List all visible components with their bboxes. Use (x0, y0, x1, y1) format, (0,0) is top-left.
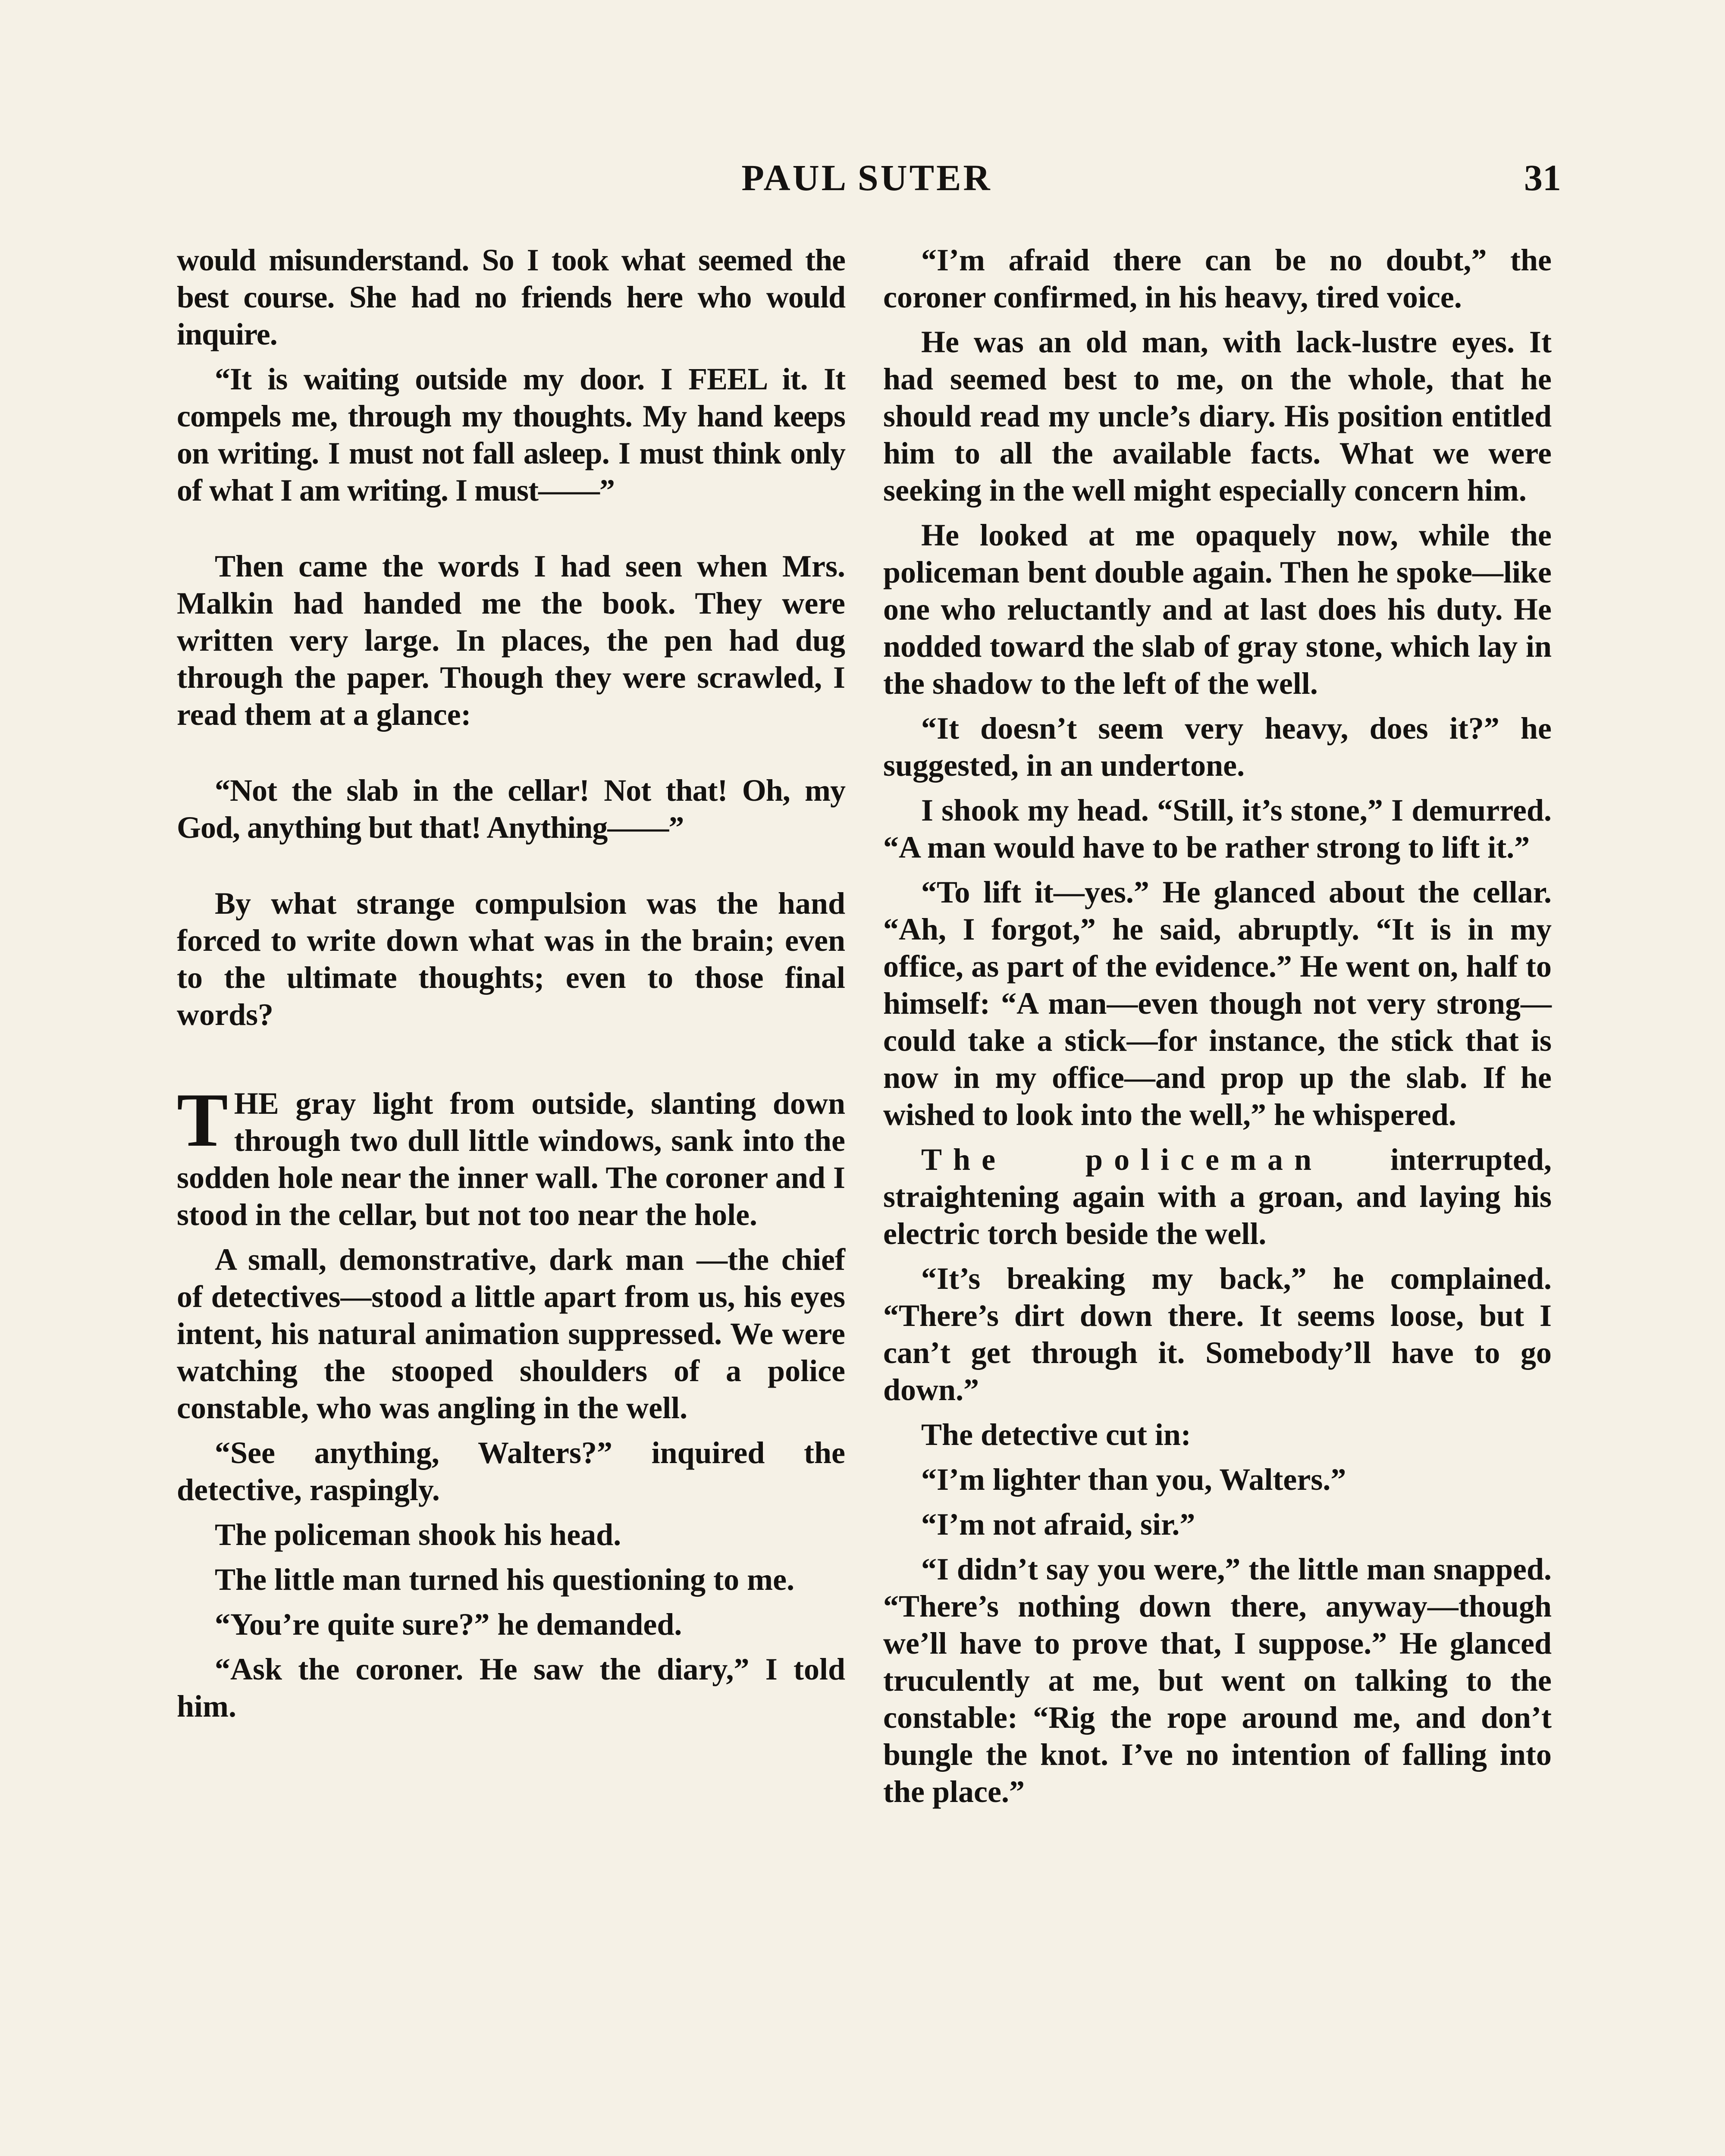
paragraph: The detective cut in: (921, 1417, 1191, 1452)
diary-final-words: “Not the slab in the cellar! Not that! Oh, my God, anything but that! Anything——” (177, 773, 845, 845)
paragraph: A small, demonstrative, dark man —the chief of detectives—stood a little apart from us, his eyes intent, his natural animation suppressed. We were watching the stooped shoulders of a police constable, who was angling in the well. (177, 1242, 845, 1425)
paragraph (883, 1141, 1552, 1252)
paragraph: “It’s breaking my back,” he complained. “There’s dirt down there. It seems loose, but I can’t get through it. Somebody’ll have to go down.” (883, 1261, 1552, 1407)
diary-quote: “It is waiting outside my door. I FEEL it. It compels me, through my thoughts. My hand keeps on writing. I must not fall asleep. I must think only of what I am writing. I must——” (177, 362, 845, 508)
paragraph: I shook my head. “Still, it’s stone,” I demurred. “A man would have to be rather strong to lift it.” (883, 793, 1552, 865)
paragraph: Then came the words I had seen when Mrs. Malkin had handed me the book. They were written very large. In places, the pen had dug through the paper. Though they were scrawled, I read them at a glance: (177, 549, 845, 732)
paragraph: “Ask the coroner. He saw the diary,” I told him. (177, 1652, 845, 1724)
paragraph: The little man turned his questioning to me. (215, 1562, 795, 1597)
section-opening-text: HE gray light from outside, slanting down through two dull little windows, sank into the sodden hole near the inner wall. The coroner and I stood in the cellar, but not too near the hole. (177, 1086, 845, 1232)
paragraph: “See anything, Walters?” inquired the detective, raspingly. (177, 1435, 845, 1507)
paragraph: He looked at me opaquely now, while the policeman bent double again. Then he spoke—like one who reluctantly and at last does his duty. He nodded toward the slab of gray stone, which lay in the shadow to the left of the well. (883, 518, 1552, 701)
paragraph-text: interrupted, straightening again with a groan, and laying his electric torch beside the well. (883, 1142, 1552, 1251)
paragraph: “I’m not afraid, sir.” (921, 1507, 1195, 1542)
spaced-text: The policeman (921, 1142, 1323, 1177)
right-column (883, 241, 1552, 1818)
paragraph: By what strange compulsion was the hand forced to write down what was in the brain; even to the ultimate thoughts; even to those final words? (177, 886, 845, 1032)
page-number: 31 (1524, 157, 1561, 198)
paragraph: “I didn’t say you were,” the little man snapped. “There’s nothing down there, anyway—though we’ll have to prove that, I suppose.” He glanced truculently at me, but went on talking to the constable: “Rig the rope around me, and don’t bungle the knot. I’ve no intention of falling into the place.” (883, 1552, 1552, 1809)
paragraph: “It doesn’t seem very heavy, does it?” he suggested, in an undertone. (883, 711, 1552, 783)
paragraph: “You’re quite sure?” he demanded. (215, 1607, 682, 1642)
paragraph: The policeman shook his head. (215, 1517, 621, 1552)
running-title: PAUL SUTER (741, 157, 992, 198)
running-header (172, 156, 1561, 204)
paragraph: “I’m lighter than you, Walters.” (921, 1462, 1346, 1497)
paragraph: “To lift it—yes.” He glanced about the cellar. “Ah, I forgot,” he said, abruptly. “It is in my office, as part of the evidence.” He went on, half to himself: “A man—even though not very strong—could take a stick—for instance, the stick that is now in my office—and prop up the slab. If he wished to look into the well,” he whispered. (883, 875, 1552, 1132)
drop-cap: T (177, 1077, 228, 1163)
paragraph: would misunderstand. So I took what seemed the best course. She had no friends here who would inquire. (177, 243, 845, 351)
section-opening-paragraph (177, 1077, 845, 1233)
paragraph: “I’m afraid there can be no doubt,” the coroner confirmed, in his heavy, tired voice. (883, 243, 1552, 314)
left-column (177, 241, 845, 1733)
paragraph: He was an old man, with lack-lustre eyes. It had seemed best to me, on the whole, that he should read my uncle’s diary. His position entitled him to all the available facts. What we were seeking in the well might especially concern him. (883, 325, 1552, 508)
